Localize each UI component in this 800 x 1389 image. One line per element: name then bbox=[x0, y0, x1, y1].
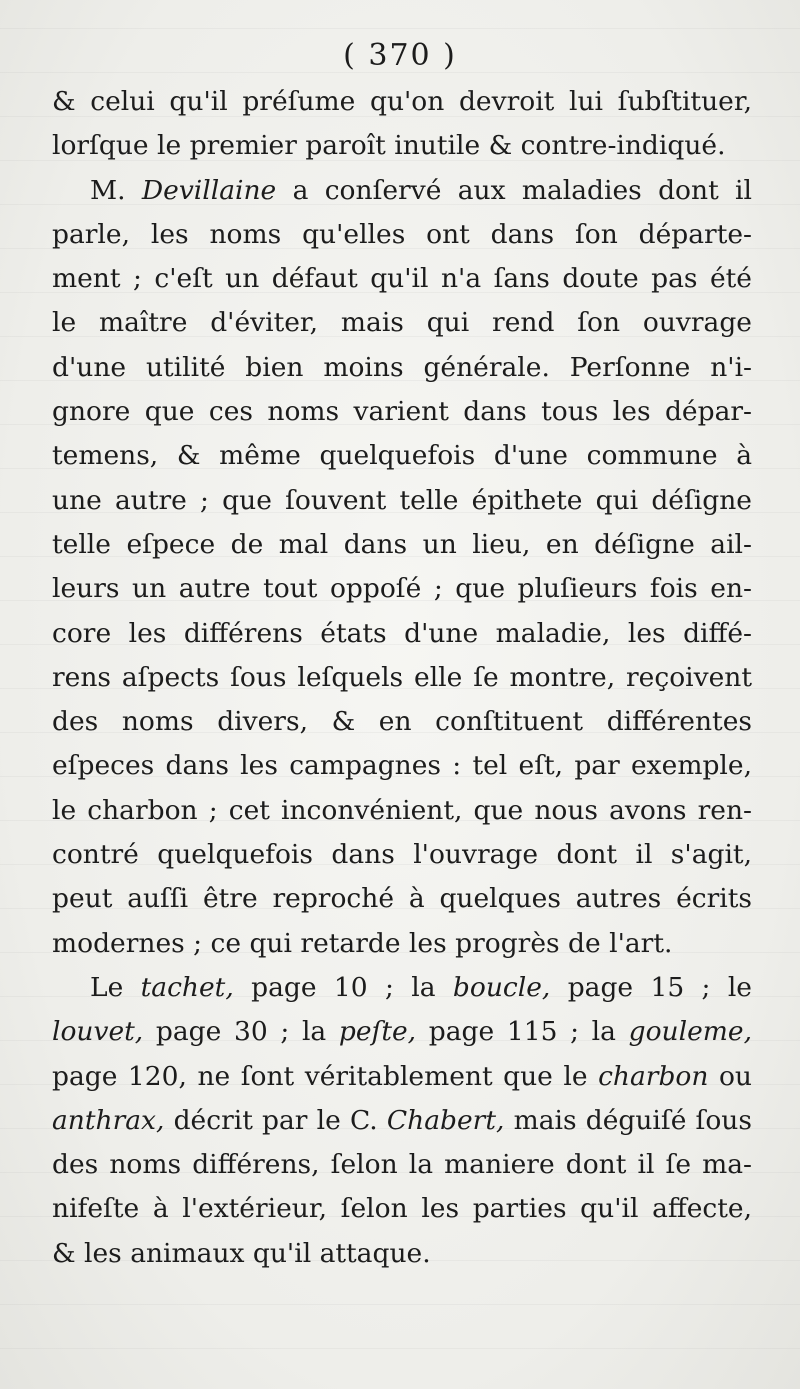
page-number: ( 370 ) bbox=[343, 38, 457, 73]
text-line bbox=[52, 124, 752, 168]
text-line bbox=[52, 700, 752, 744]
body-text bbox=[52, 80, 752, 1276]
text-line bbox=[52, 567, 752, 611]
text-line bbox=[52, 479, 752, 523]
text-line bbox=[52, 434, 752, 478]
italic-text: boucle, bbox=[452, 971, 551, 1003]
text-run: des noms différens, ſelon la maniere dont il ſe ma- bbox=[52, 1149, 752, 1181]
text-line bbox=[52, 80, 752, 124]
text-run: page 120, ne ſont véritablement que le bbox=[52, 1060, 599, 1092]
text-run: nifeſte à l'extérieur, ſelon les parties qu'il affecte, bbox=[52, 1193, 752, 1225]
text-line bbox=[52, 744, 752, 788]
text-run: décrit par le C. bbox=[164, 1104, 387, 1136]
text-run: parle, les noms qu'elles ont dans ſon départe- bbox=[52, 218, 752, 250]
text-line bbox=[52, 833, 752, 877]
text-run: & les animaux qu'il attaque. bbox=[52, 1237, 431, 1269]
text-run: rens aſpects ſous leſquels elle ſe montre, reçoivent bbox=[52, 661, 752, 693]
text-run: lorſque le premier paroît inutile & contre-indiqué. bbox=[52, 130, 726, 162]
text-run: une autre ; que ſouvent telle épithete qui déſigne bbox=[52, 484, 752, 516]
text-run: le charbon ; cet inconvénient, que nous avons ren- bbox=[52, 794, 752, 826]
text-run: page 30 ; la bbox=[143, 1016, 339, 1048]
text-line bbox=[52, 257, 752, 301]
text-line bbox=[52, 1055, 752, 1099]
italic-text: louvet, bbox=[52, 1016, 144, 1048]
text-line bbox=[52, 612, 752, 656]
text-line bbox=[52, 1232, 752, 1276]
text-line bbox=[52, 656, 752, 700]
text-run: gnore que ces noms varient dans tous les dépar- bbox=[52, 396, 752, 428]
text-run: page 10 ; la bbox=[233, 971, 453, 1003]
text-line bbox=[52, 169, 752, 213]
text-line bbox=[52, 523, 752, 567]
text-run: & celui qu'il préſume qu'on devroit lui ſubſtituer, bbox=[52, 86, 752, 117]
text-run: Le bbox=[90, 971, 141, 1003]
text-run: page 15 ; le bbox=[550, 971, 752, 1003]
text-run: le maître d'éviter, mais qui rend ſon ouvrage bbox=[52, 307, 752, 339]
text-run: d'une utilité bien moins générale. Perſonne n'i- bbox=[52, 351, 752, 383]
text-run: M. bbox=[90, 174, 142, 206]
italic-text: tachet, bbox=[140, 971, 234, 1003]
text-line bbox=[52, 346, 752, 390]
text-line bbox=[52, 1143, 752, 1187]
italic-text: gouleme, bbox=[628, 1016, 753, 1048]
italic-text: charbon bbox=[598, 1060, 709, 1092]
text-line bbox=[52, 1099, 752, 1143]
text-run: contré quelquefois dans l'ouvrage dont il s'agit, bbox=[52, 839, 752, 871]
text-line bbox=[52, 1010, 752, 1054]
text-run: a conſervé aux maladies dont il bbox=[276, 174, 752, 206]
text-run: temens, & même quelquefois d'une commune à bbox=[52, 440, 752, 472]
text-line bbox=[52, 301, 752, 345]
text-line bbox=[52, 877, 752, 921]
text-run: leurs un autre tout oppoſé ; que pluſieurs fois en- bbox=[52, 573, 752, 605]
text-run: peut auſſi être reproché à quelques autres écrits bbox=[52, 883, 752, 915]
text-run: des noms divers, & en conſtituent différentes bbox=[52, 706, 752, 738]
text-run: ou bbox=[708, 1060, 752, 1092]
text-run: telle eſpece de mal dans un lieu, en déſigne ail- bbox=[52, 528, 752, 560]
text-run: eſpeces dans les campagnes : tel eſt, par exemple, bbox=[52, 750, 752, 782]
text-line bbox=[52, 213, 752, 257]
italic-text: Devillaine bbox=[141, 174, 277, 206]
italic-text: anthrax, bbox=[52, 1104, 165, 1136]
italic-text: peſte, bbox=[338, 1016, 417, 1048]
italic-text: Chabert, bbox=[386, 1104, 505, 1136]
text-line bbox=[52, 390, 752, 434]
text-run: modernes ; ce qui retarde les progrès de l'art. bbox=[52, 927, 673, 959]
text-line bbox=[52, 922, 752, 966]
text-line bbox=[52, 789, 752, 833]
text-line bbox=[52, 966, 752, 1010]
text-run: mais déguiſé ſous bbox=[504, 1104, 752, 1136]
text-line bbox=[52, 1187, 752, 1231]
text-run: core les différens états d'une maladie, les diffé- bbox=[52, 617, 752, 649]
text-run: page 115 ; la bbox=[416, 1016, 629, 1048]
text-run: ment ; c'eſt un défaut qu'il n'a ſans doute pas été bbox=[52, 263, 752, 295]
